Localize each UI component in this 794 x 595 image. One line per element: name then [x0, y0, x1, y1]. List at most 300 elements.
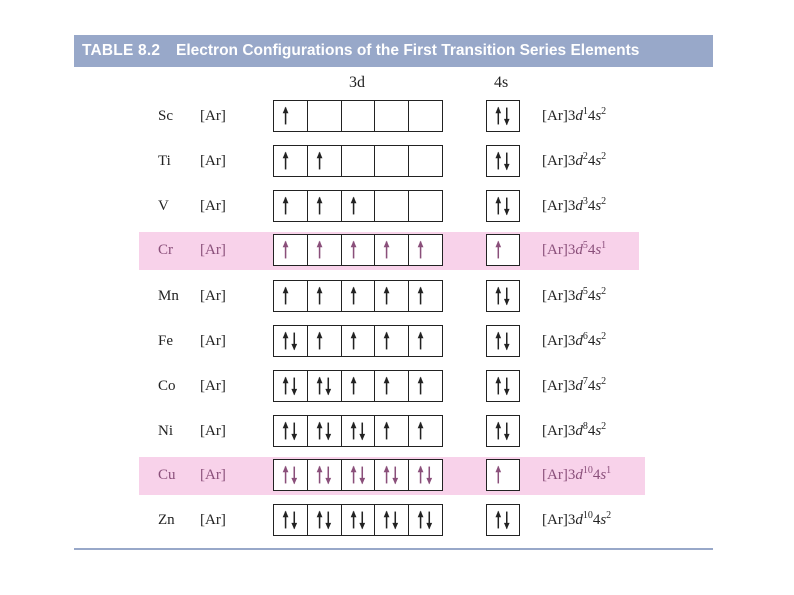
config-subshell-s: s — [600, 512, 607, 528]
orbital-box-3d — [308, 281, 342, 311]
orbital-box-4s-graphic — [487, 416, 519, 446]
orbital-box-3d-graphic — [308, 326, 341, 356]
spin-up-arrow-icon — [495, 241, 501, 259]
table-row-cr — [0, 233, 794, 269]
orbital-box-3d-graphic — [342, 191, 375, 221]
orbital-box-3d — [342, 371, 376, 401]
orbital-box-3d — [342, 281, 376, 311]
config-core-prefix: [Ar]3 — [542, 288, 576, 304]
config-d-count: 3 — [582, 196, 588, 207]
orbital-box-3d-graphic — [409, 416, 442, 446]
electron-configuration — [542, 369, 606, 405]
orbital-box-4s — [487, 416, 519, 446]
spin-up-arrow-icon — [283, 466, 289, 484]
spin-up-arrow-icon — [418, 241, 424, 259]
orbital-box-3d — [375, 191, 409, 221]
table-row-cu — [0, 458, 794, 494]
spin-up-arrow-icon — [495, 332, 501, 350]
element-symbol: Ti — [158, 153, 171, 169]
config-s-count: 1 — [606, 465, 612, 476]
orbital-4s-box — [486, 280, 520, 312]
spin-up-arrow-icon — [283, 107, 289, 125]
spin-up-arrow-icon — [316, 466, 322, 484]
table-row-zn — [0, 503, 794, 539]
orbital-box-3d — [274, 146, 308, 176]
spin-up-arrow-icon — [283, 377, 289, 395]
spin-up-arrow-icon — [384, 511, 390, 529]
config-shell-number: 4 — [587, 242, 596, 258]
spin-up-arrow-icon — [350, 241, 356, 259]
config-d-count: 10 — [582, 465, 593, 476]
orbital-box-4s — [487, 281, 519, 311]
spin-up-arrow-icon — [283, 197, 289, 215]
spin-up-arrow-icon — [384, 422, 390, 440]
spin-up-arrow-icon — [418, 466, 424, 484]
spin-down-arrow-icon — [504, 288, 510, 306]
element-symbol: Zn — [158, 512, 175, 528]
noble-gas-core: [Ar] — [200, 153, 226, 169]
electron-configuration — [542, 233, 606, 269]
orbital-4s-box — [486, 415, 520, 447]
orbital-box-3d-graphic — [274, 235, 307, 265]
config-s-count: 2 — [601, 286, 607, 297]
orbital-box-3d — [274, 416, 308, 446]
orbital-box-3d — [274, 191, 308, 221]
spin-up-arrow-icon — [316, 152, 322, 170]
spin-up-arrow-icon — [350, 287, 356, 305]
element-symbol: Co — [158, 378, 176, 394]
spin-up-arrow-icon — [384, 332, 390, 350]
config-subshell-d: d — [575, 333, 583, 349]
orbital-4s-box — [486, 100, 520, 132]
orbital-box-3d-graphic — [274, 191, 307, 221]
config-shell-number: 4 — [587, 378, 596, 394]
orbital-4s-box — [486, 234, 520, 266]
electron-configuration — [542, 414, 606, 450]
spin-down-arrow-icon — [291, 333, 297, 351]
orbital-box-3d — [409, 416, 442, 446]
config-core-prefix: [Ar]3 — [542, 512, 576, 528]
config-d-count: 10 — [582, 510, 593, 521]
config-subshell-d: d — [575, 378, 583, 394]
config-subshell-s: s — [595, 333, 602, 349]
noble-gas-core: [Ar] — [200, 423, 226, 439]
orbital-box-3d-graphic — [274, 371, 307, 401]
orbital-box-3d-graphic — [409, 460, 442, 490]
orbital-box-3d — [409, 101, 442, 131]
orbital-box-3d — [409, 281, 442, 311]
spin-up-arrow-icon — [316, 511, 322, 529]
config-shell-number: 4 — [587, 108, 596, 124]
orbital-box-3d-graphic — [274, 101, 307, 131]
orbital-box-3d — [342, 191, 376, 221]
config-s-count: 2 — [601, 376, 607, 387]
orbital-box-3d-graphic — [274, 146, 307, 176]
spin-up-arrow-icon — [283, 152, 289, 170]
orbital-box-3d — [308, 460, 342, 490]
orbital-box-3d-graphic — [274, 505, 307, 535]
orbital-box-3d-graphic — [409, 281, 442, 311]
spin-up-arrow-icon — [283, 332, 289, 350]
orbital-box-3d-graphic — [375, 505, 408, 535]
orbital-box-3d — [342, 235, 376, 265]
orbital-box-3d — [308, 326, 342, 356]
noble-gas-core: [Ar] — [200, 378, 226, 394]
orbital-box-3d — [409, 505, 442, 535]
orbital-3d-boxes — [273, 504, 443, 536]
config-core-prefix: [Ar]3 — [542, 333, 576, 349]
orbital-box-3d — [308, 371, 342, 401]
orbital-box-3d-graphic — [409, 191, 442, 221]
orbital-box-3d-graphic — [308, 235, 341, 265]
orbital-box-3d — [409, 191, 442, 221]
config-core-prefix: [Ar]3 — [542, 242, 576, 258]
orbital-3d-boxes — [273, 415, 443, 447]
orbital-box-3d — [274, 281, 308, 311]
orbital-box-3d-graphic — [342, 416, 375, 446]
orbital-box-3d — [308, 101, 342, 131]
orbital-box-3d-graphic — [342, 146, 375, 176]
orbital-3d-boxes — [273, 280, 443, 312]
orbital-3d-boxes — [273, 234, 443, 266]
orbital-box-3d-graphic — [308, 416, 341, 446]
spin-down-arrow-icon — [359, 423, 365, 441]
orbital-box-3d-graphic — [308, 460, 341, 490]
spin-down-arrow-icon — [291, 467, 297, 485]
orbital-box-3d-graphic — [375, 460, 408, 490]
orbital-box-4s — [487, 505, 519, 535]
orbital-box-3d — [274, 326, 308, 356]
spin-up-arrow-icon — [495, 197, 501, 215]
orbital-box-3d-graphic — [375, 281, 408, 311]
config-shell-number: 4 — [587, 153, 596, 169]
orbital-box-3d-graphic — [274, 326, 307, 356]
orbital-box-3d — [342, 416, 376, 446]
column-header-4s-label: 4s — [494, 74, 509, 91]
orbital-box-4s — [487, 326, 519, 356]
orbital-box-3d — [409, 371, 442, 401]
spin-down-arrow-icon — [359, 512, 365, 530]
spin-up-arrow-icon — [283, 511, 289, 529]
orbital-box-3d — [375, 281, 409, 311]
config-subshell-s: s — [595, 153, 602, 169]
orbital-box-3d-graphic — [308, 146, 341, 176]
spin-up-arrow-icon — [350, 197, 356, 215]
orbital-box-3d — [375, 235, 409, 265]
orbital-box-3d-graphic — [308, 371, 341, 401]
spin-up-arrow-icon — [418, 377, 424, 395]
spin-up-arrow-icon — [316, 377, 322, 395]
noble-gas-core: [Ar] — [200, 288, 226, 304]
orbital-box-3d — [342, 326, 376, 356]
spin-down-arrow-icon — [359, 467, 365, 485]
orbital-3d-boxes — [273, 145, 443, 177]
element-symbol: V — [158, 198, 169, 214]
table-row-fe — [0, 324, 794, 360]
orbital-3d-boxes — [273, 325, 443, 357]
orbital-box-4s — [487, 101, 519, 131]
table-row-ti — [0, 144, 794, 180]
orbital-box-4s — [487, 146, 519, 176]
orbital-box-3d — [274, 101, 308, 131]
orbital-box-3d-graphic — [308, 191, 341, 221]
table-number: TABLE 8.2 — [82, 42, 161, 59]
config-core-prefix: [Ar]3 — [542, 423, 576, 439]
element-symbol: Cu — [158, 467, 176, 483]
config-s-count: 2 — [606, 510, 612, 521]
orbital-box-3d-graphic — [375, 191, 408, 221]
orbital-box-4s — [487, 371, 519, 401]
element-symbol: Mn — [158, 288, 179, 304]
orbital-box-3d — [342, 460, 376, 490]
spin-up-arrow-icon — [316, 422, 322, 440]
noble-gas-core: [Ar] — [200, 333, 226, 349]
config-subshell-d: d — [575, 288, 583, 304]
orbital-box-3d-graphic — [308, 505, 341, 535]
spin-down-arrow-icon — [504, 423, 510, 441]
orbital-box-3d-graphic — [342, 101, 375, 131]
spin-up-arrow-icon — [350, 466, 356, 484]
config-s-count: 1 — [601, 240, 607, 251]
config-subshell-s: s — [595, 288, 602, 304]
orbital-box-3d-graphic — [274, 281, 307, 311]
spin-down-arrow-icon — [504, 512, 510, 530]
orbital-box-4s — [487, 460, 519, 490]
column-header-3d-label: 3d — [349, 74, 365, 91]
electron-configuration — [542, 503, 611, 539]
orbital-box-3d — [342, 505, 376, 535]
orbital-box-3d — [375, 101, 409, 131]
noble-gas-core: [Ar] — [200, 198, 226, 214]
orbital-3d-boxes — [273, 459, 443, 491]
spin-up-arrow-icon — [384, 241, 390, 259]
config-d-count: 5 — [582, 240, 588, 251]
config-subshell-d: d — [575, 153, 583, 169]
config-core-prefix: [Ar]3 — [542, 198, 576, 214]
orbital-box-3d — [342, 146, 376, 176]
spin-up-arrow-icon — [495, 511, 501, 529]
config-d-count: 5 — [582, 286, 588, 297]
orbital-box-3d-graphic — [342, 326, 375, 356]
orbital-box-4s-graphic — [487, 371, 519, 401]
table-header — [74, 35, 713, 67]
orbital-box-3d-graphic — [375, 416, 408, 446]
spin-up-arrow-icon — [316, 332, 322, 350]
orbital-box-3d-graphic — [409, 371, 442, 401]
orbital-4s-box — [486, 190, 520, 222]
config-s-count: 2 — [601, 151, 607, 162]
spin-up-arrow-icon — [384, 377, 390, 395]
config-shell-number: 4 — [587, 198, 596, 214]
config-shell-number: 4 — [587, 288, 596, 304]
orbital-box-4s-graphic — [487, 101, 519, 131]
config-core-prefix: [Ar]3 — [542, 153, 576, 169]
orbital-box-3d-graphic — [409, 101, 442, 131]
electron-configuration — [542, 458, 611, 494]
orbital-box-3d — [409, 326, 442, 356]
orbital-4s-box — [486, 504, 520, 536]
orbital-box-3d — [308, 146, 342, 176]
config-s-count: 2 — [601, 421, 607, 432]
config-s-count: 2 — [601, 331, 607, 342]
orbital-box-4s-graphic — [487, 326, 519, 356]
spin-down-arrow-icon — [504, 108, 510, 126]
orbital-box-3d-graphic — [375, 371, 408, 401]
spin-up-arrow-icon — [418, 422, 424, 440]
orbital-box-4s — [487, 235, 519, 265]
orbital-box-3d — [375, 416, 409, 446]
table-title: Electron Configurations of the First Transition Series Elements — [176, 42, 640, 59]
config-subshell-s: s — [595, 378, 602, 394]
config-s-count: 2 — [601, 196, 607, 207]
config-subshell-d: d — [575, 108, 583, 124]
spin-down-arrow-icon — [427, 512, 433, 530]
config-d-count: 8 — [582, 421, 588, 432]
orbital-box-3d — [274, 235, 308, 265]
spin-down-arrow-icon — [427, 467, 433, 485]
table-bottom-rule — [74, 548, 713, 550]
config-core-prefix: [Ar]3 — [542, 467, 576, 483]
noble-gas-core: [Ar] — [200, 108, 226, 124]
spin-up-arrow-icon — [283, 241, 289, 259]
spin-down-arrow-icon — [325, 378, 331, 396]
column-header-3d — [349, 74, 365, 92]
spin-up-arrow-icon — [384, 466, 390, 484]
element-symbol: Sc — [158, 108, 173, 124]
orbital-3d-boxes — [273, 190, 443, 222]
orbital-4s-box — [486, 145, 520, 177]
orbital-box-3d-graphic — [375, 146, 408, 176]
spin-down-arrow-icon — [291, 378, 297, 396]
table-row-v — [0, 189, 794, 225]
orbital-box-3d — [375, 146, 409, 176]
config-subshell-s: s — [595, 198, 602, 214]
orbital-box-3d-graphic — [342, 460, 375, 490]
spin-up-arrow-icon — [418, 511, 424, 529]
orbital-box-3d-graphic — [342, 281, 375, 311]
spin-up-arrow-icon — [495, 107, 501, 125]
orbital-box-3d-graphic — [342, 235, 375, 265]
orbital-box-3d — [308, 505, 342, 535]
spin-up-arrow-icon — [316, 287, 322, 305]
spin-down-arrow-icon — [393, 512, 399, 530]
orbital-box-3d-graphic — [342, 371, 375, 401]
orbital-box-4s-graphic — [487, 146, 519, 176]
config-subshell-d: d — [575, 467, 583, 483]
spin-up-arrow-icon — [418, 332, 424, 350]
config-shell-number: 4 — [587, 423, 596, 439]
orbital-box-3d — [409, 146, 442, 176]
spin-down-arrow-icon — [291, 512, 297, 530]
orbital-box-3d-graphic — [274, 416, 307, 446]
orbital-box-3d — [375, 505, 409, 535]
orbital-4s-box — [486, 325, 520, 357]
spin-down-arrow-icon — [325, 512, 331, 530]
orbital-box-3d — [342, 101, 376, 131]
spin-up-arrow-icon — [384, 287, 390, 305]
orbital-4s-box — [486, 370, 520, 402]
orbital-box-4s — [487, 191, 519, 221]
spin-up-arrow-icon — [283, 287, 289, 305]
spin-up-arrow-icon — [495, 466, 501, 484]
table-row-mn — [0, 279, 794, 315]
config-shell-number: 4 — [587, 333, 596, 349]
config-d-count: 1 — [582, 106, 588, 117]
orbital-4s-box — [486, 459, 520, 491]
electron-configuration — [542, 99, 606, 135]
spin-up-arrow-icon — [316, 241, 322, 259]
orbital-3d-boxes — [273, 370, 443, 402]
orbital-box-4s-graphic — [487, 235, 519, 265]
spin-up-arrow-icon — [350, 511, 356, 529]
orbital-3d-boxes — [273, 100, 443, 132]
config-subshell-s: s — [595, 242, 602, 258]
orbital-box-3d — [308, 235, 342, 265]
config-subshell-d: d — [575, 512, 583, 528]
spin-up-arrow-icon — [495, 422, 501, 440]
config-shell-number: 4 — [592, 512, 601, 528]
orbital-box-3d — [274, 460, 308, 490]
config-d-count: 6 — [582, 331, 588, 342]
orbital-box-3d — [274, 505, 308, 535]
spin-down-arrow-icon — [325, 423, 331, 441]
orbital-box-3d-graphic — [409, 505, 442, 535]
spin-down-arrow-icon — [504, 333, 510, 351]
orbital-box-3d-graphic — [342, 505, 375, 535]
config-subshell-d: d — [575, 242, 583, 258]
electron-configuration — [542, 279, 606, 315]
orbital-box-3d-graphic — [308, 281, 341, 311]
orbital-box-3d-graphic — [274, 460, 307, 490]
orbital-box-4s-graphic — [487, 191, 519, 221]
config-subshell-s: s — [595, 423, 602, 439]
table-row-co — [0, 369, 794, 405]
spin-up-arrow-icon — [495, 152, 501, 170]
electron-configuration — [542, 144, 606, 180]
spin-up-arrow-icon — [350, 422, 356, 440]
config-subshell-s: s — [600, 467, 607, 483]
config-d-count: 2 — [582, 151, 588, 162]
config-core-prefix: [Ar]3 — [542, 378, 576, 394]
orbital-box-4s-graphic — [487, 281, 519, 311]
spin-down-arrow-icon — [504, 378, 510, 396]
orbital-box-3d-graphic — [375, 101, 408, 131]
orbital-box-3d — [409, 235, 442, 265]
electron-configuration — [542, 189, 606, 225]
spin-down-arrow-icon — [504, 153, 510, 171]
orbital-box-3d-graphic — [375, 235, 408, 265]
config-d-count: 7 — [582, 376, 588, 387]
orbital-box-3d-graphic — [375, 326, 408, 356]
orbital-box-3d-graphic — [308, 101, 341, 131]
orbital-box-3d — [274, 371, 308, 401]
element-symbol: Cr — [158, 242, 173, 258]
spin-up-arrow-icon — [418, 287, 424, 305]
spin-up-arrow-icon — [495, 287, 501, 305]
config-core-prefix: [Ar]3 — [542, 108, 576, 124]
orbital-box-3d-graphic — [409, 146, 442, 176]
spin-up-arrow-icon — [350, 377, 356, 395]
table-row-ni — [0, 414, 794, 450]
spin-down-arrow-icon — [291, 423, 297, 441]
spin-down-arrow-icon — [325, 467, 331, 485]
orbital-box-3d-graphic — [409, 235, 442, 265]
table-row-sc — [0, 99, 794, 135]
orbital-box-3d — [308, 416, 342, 446]
orbital-box-3d — [375, 460, 409, 490]
noble-gas-core: [Ar] — [200, 242, 226, 258]
orbital-box-3d — [375, 371, 409, 401]
